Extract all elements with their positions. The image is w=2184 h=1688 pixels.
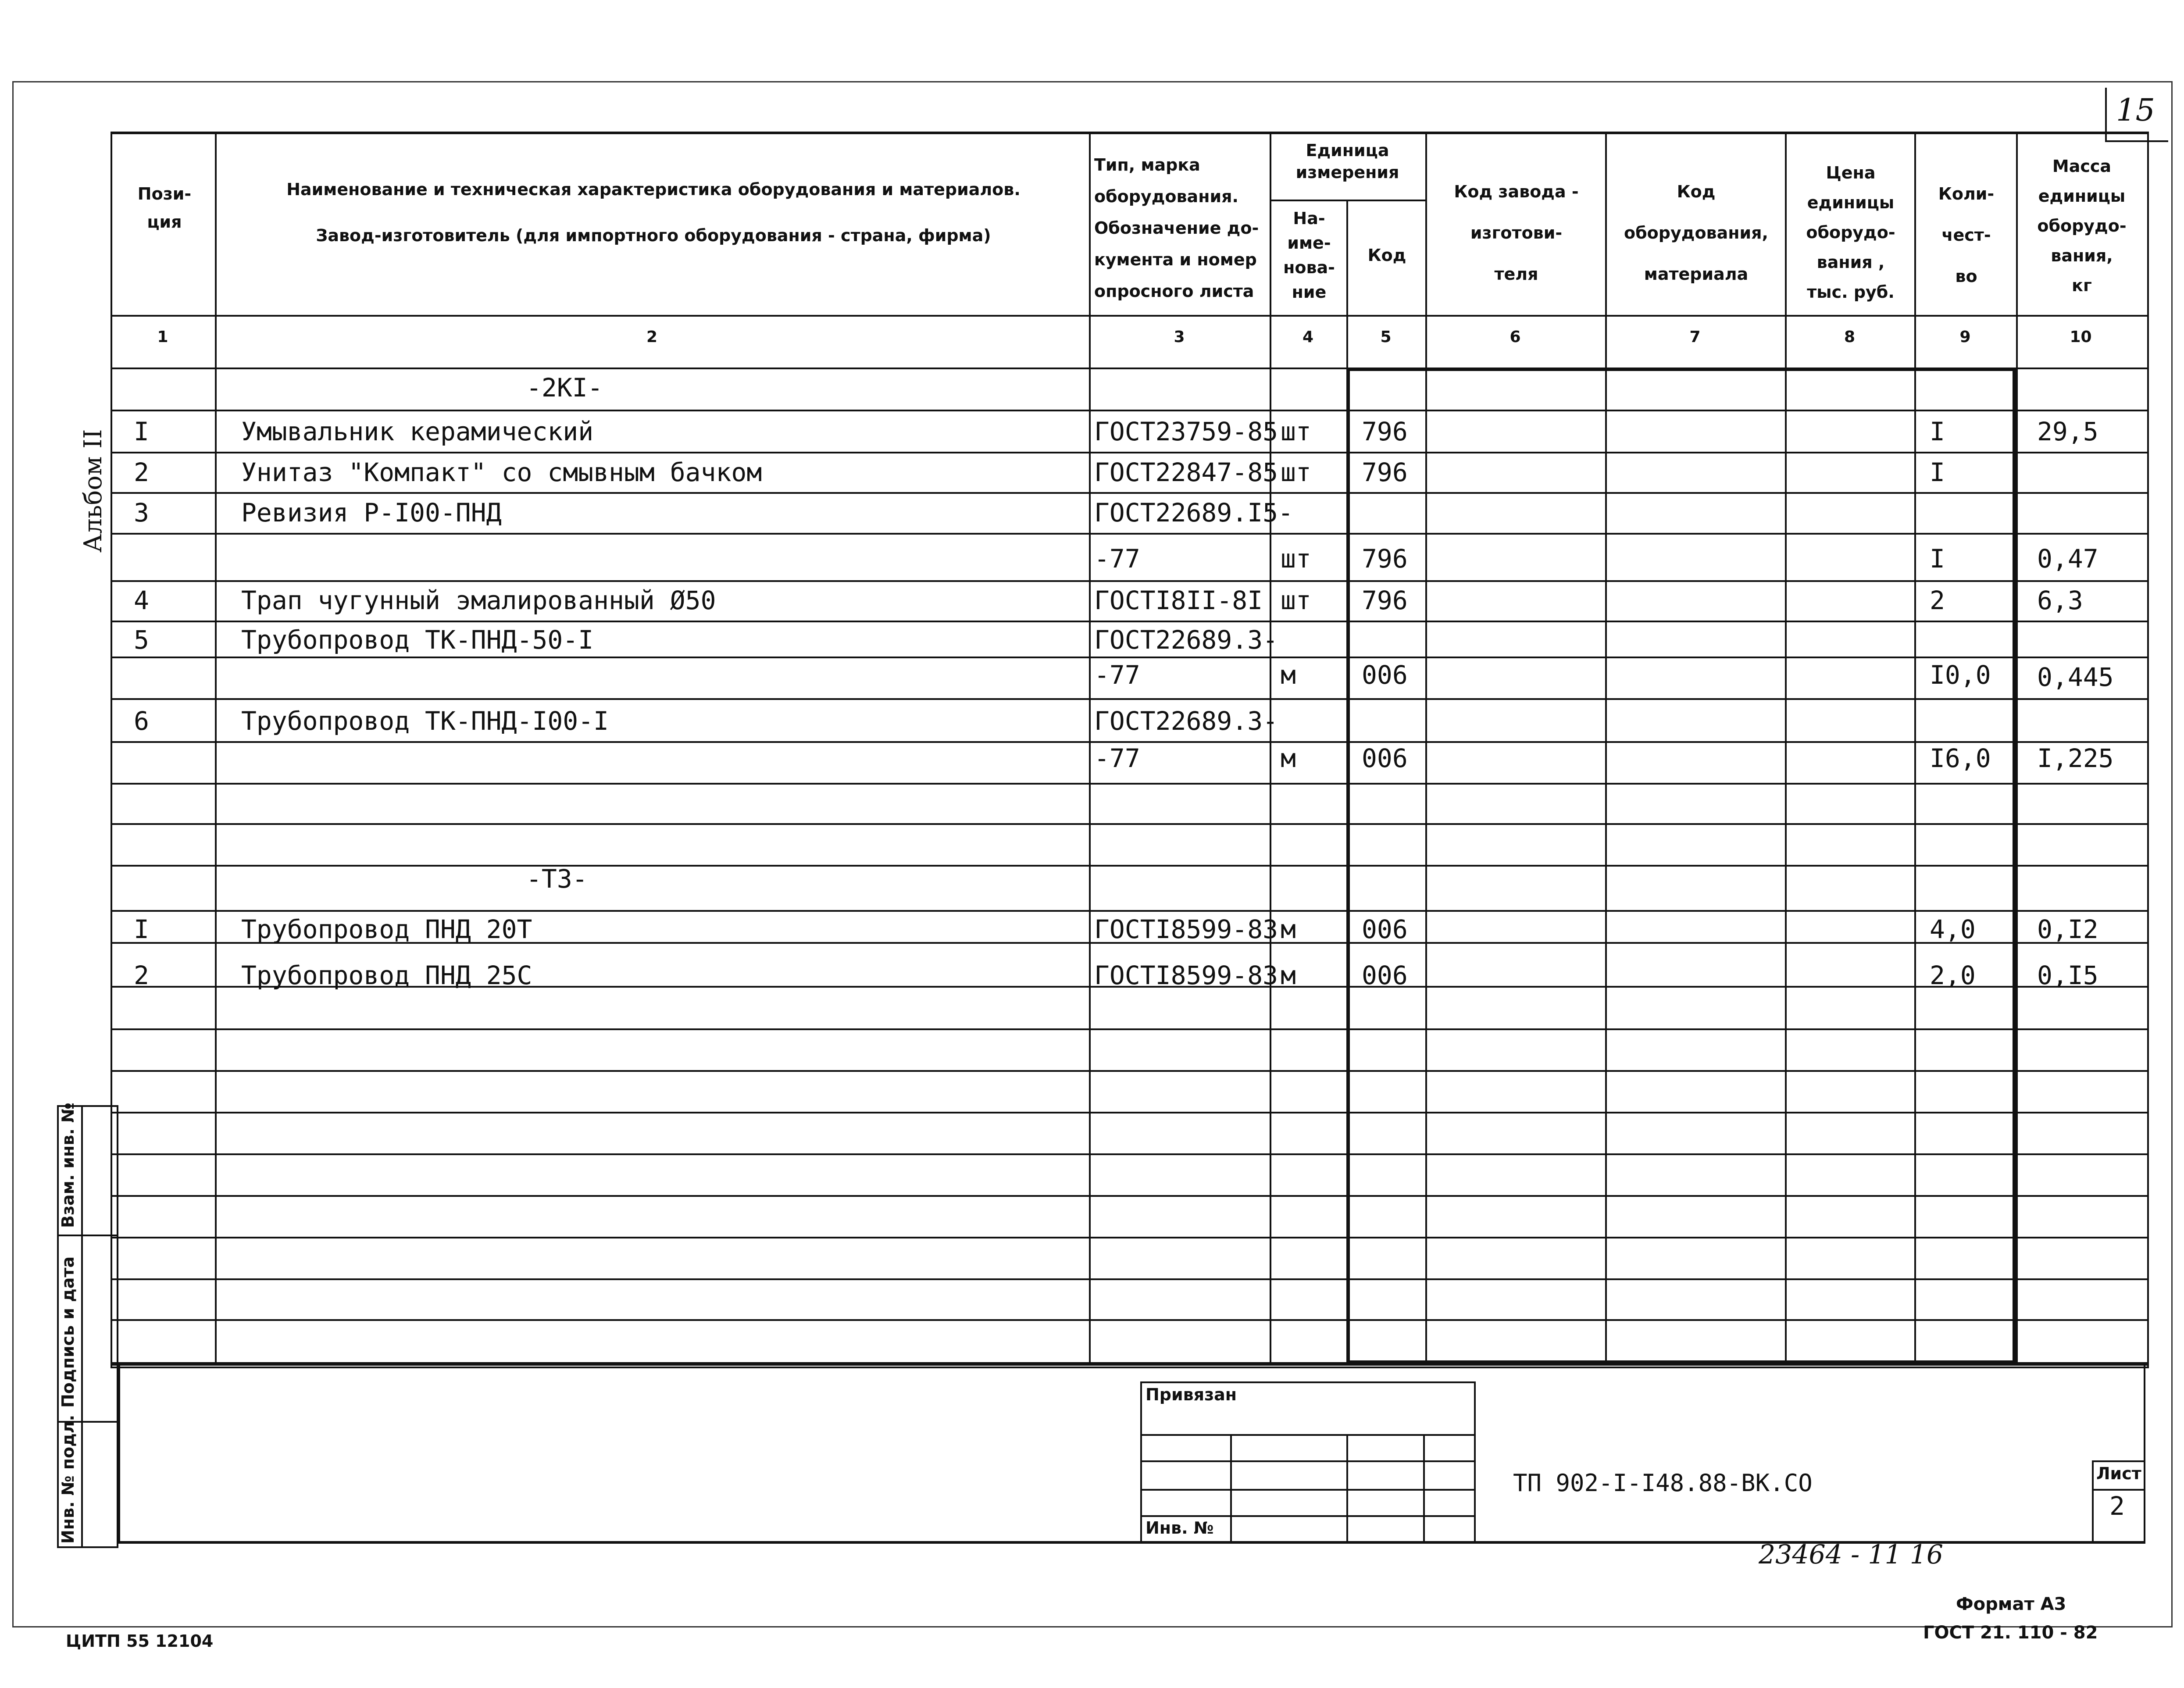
cell-unit: шт <box>1281 544 1311 574</box>
cell-unit: м <box>1281 960 1296 990</box>
cell-unit: м <box>1281 660 1296 690</box>
row-line <box>111 910 2147 912</box>
cell-code: 006 <box>1362 960 1408 990</box>
cell-doc: ГОСТ22847-85 <box>1094 457 1278 487</box>
colnum-6: 6 <box>1510 328 1521 346</box>
row-line <box>111 783 2147 785</box>
row-line <box>111 1112 2147 1113</box>
cell-qty: I <box>1930 544 1945 574</box>
section-title: -2KI- <box>526 373 603 403</box>
cell-code: 796 <box>1362 457 1408 487</box>
row-line <box>111 741 2147 743</box>
cell-name: Унитаз "Компакт" со смывным бачком <box>241 457 762 487</box>
row-line <box>111 621 2147 622</box>
cell-unit: шт <box>1281 417 1311 446</box>
cell-unit: шт <box>1281 457 1311 487</box>
colnum-5: 5 <box>1380 328 1392 346</box>
colnum-1: 1 <box>157 328 168 346</box>
cell-doc: ГОСТ22689.3- <box>1094 625 1278 655</box>
cell-unit: м <box>1281 914 1296 944</box>
row-line <box>111 1319 2147 1321</box>
cell-qty: I <box>1930 417 1945 446</box>
header-type: Тип, марка оборудования. Обозначение до- кумента и номер опросного листа <box>1094 155 1259 301</box>
row-line <box>111 492 2147 494</box>
cell-code: 796 <box>1362 585 1408 615</box>
col-line-9 <box>2016 132 2018 1364</box>
header-bottom-line <box>111 315 2147 317</box>
strip-divider <box>81 1105 83 1548</box>
cell-mass: 0,I5 <box>2037 960 2098 990</box>
stamp-line <box>1230 1434 1232 1544</box>
handwritten-note: 23464 - 11 16 <box>1759 1539 1944 1570</box>
cell-qty: I0,0 <box>1930 660 1991 690</box>
header-name-line1: Наименование и техническая характеристика оборудования и материалов. <box>286 180 1021 199</box>
cell-position: 3 <box>134 498 149 528</box>
row-line <box>111 1028 2147 1030</box>
cell-mass: 6,3 <box>2037 585 2083 615</box>
header-plant-code: Код завода - изготови- теля <box>1454 182 1579 284</box>
cell-qty: I <box>1930 457 1945 487</box>
header-unit-code: Код <box>1367 246 1406 265</box>
cell-name: Трубопровод ПНД 20Т <box>241 914 532 944</box>
cell-code: 006 <box>1362 660 1408 690</box>
cell-position: 2 <box>134 960 149 990</box>
row-line <box>111 533 2147 535</box>
stamp-line <box>1140 1515 1476 1517</box>
list-label: Лист <box>2096 1464 2141 1483</box>
cell-name: Трубопровод ТК-ПНД-50-I <box>241 625 594 655</box>
cell-name: Ревизия Р-I00-ПНД <box>241 498 502 528</box>
cell-doc: -77 <box>1094 544 1140 574</box>
footer-left: ЦИТП 55 12104 <box>66 1631 214 1651</box>
cell-doc: ГОСТ22689.I5- <box>1094 498 1293 528</box>
cell-doc: ГОСТ22689.3- <box>1094 706 1278 736</box>
cell-doc: ГОСТI8599-83 <box>1094 914 1278 944</box>
row-line <box>111 823 2147 825</box>
cell-mass: I,225 <box>2037 743 2114 773</box>
cell-qty: I6,0 <box>1930 743 1991 773</box>
header-mass: Масса единицы оборудо- вания, кг <box>2037 157 2127 295</box>
stamp-line <box>1346 1434 1348 1544</box>
stamp-line <box>1140 1434 1476 1436</box>
privyazan-label: Привязан <box>1146 1385 1237 1404</box>
header-equipment-code: Код оборудования, материала <box>1624 182 1768 284</box>
list-number: 2 <box>2109 1491 2125 1521</box>
cell-name: Трубопровод ПНД 25С <box>241 960 532 990</box>
cell-mass: 0,47 <box>2037 544 2098 574</box>
cell-doc: -77 <box>1094 743 1140 773</box>
header-unit-group: Единица измерения <box>1295 141 1399 182</box>
row-line <box>111 1237 2147 1238</box>
colnum-2: 2 <box>646 328 658 346</box>
cell-code: 006 <box>1362 914 1408 944</box>
stamp-line <box>1140 1489 1476 1491</box>
cell-position: I <box>134 914 149 944</box>
footer-gost: ГОСТ 21. 110 - 82 <box>1923 1623 2098 1643</box>
cell-code: 006 <box>1362 743 1408 773</box>
inv-no-label: Инв. № <box>1146 1518 1214 1538</box>
header-unit-name: На- име- нова- ние <box>1283 209 1335 302</box>
row-line <box>111 1195 2147 1197</box>
col-line-2 <box>1089 132 1091 1364</box>
cell-qty: 4,0 <box>1930 914 1976 944</box>
cell-doc: ГОСТI8II-8I <box>1094 585 1263 615</box>
colnum-10: 10 <box>2070 328 2092 346</box>
cell-position: 5 <box>134 625 149 655</box>
stamp-line <box>1423 1434 1425 1544</box>
cell-name: Трубопровод ТК-ПНД-I00-I <box>241 706 609 736</box>
cell-unit: м <box>1281 743 1296 773</box>
row-line <box>111 1278 2147 1280</box>
strip-divider <box>57 1235 118 1236</box>
cell-unit: шт <box>1281 585 1311 615</box>
sheet-number: 15 <box>2116 92 2155 128</box>
cell-qty: 2,0 <box>1930 960 1976 990</box>
cell-mass: 29,5 <box>2037 417 2098 446</box>
cell-position: 2 <box>134 457 149 487</box>
cell-name: Умывальник керамический <box>241 417 594 446</box>
col-line-3 <box>1270 132 1271 1364</box>
cell-code: 796 <box>1362 544 1408 574</box>
colnum-3: 3 <box>1174 328 1185 346</box>
cell-position: I <box>134 417 149 446</box>
document-code: ТП 902-I-I48.88-ВК.СО <box>1513 1469 1813 1497</box>
section-title: -T3- <box>526 864 588 894</box>
cell-qty: 2 <box>1930 585 1945 615</box>
label-vzam-inv: Взам. инв. № <box>58 1103 78 1228</box>
row-line <box>111 865 2147 867</box>
row-line <box>111 657 2147 658</box>
footer-format: Формат А3 <box>1956 1594 2066 1614</box>
colnum-7: 7 <box>1689 328 1701 346</box>
header-name-line2: Завод-изготовитель (для импортного оборудования - страна, фирма) <box>316 226 991 245</box>
album-label: Альбом II <box>79 429 107 553</box>
header-position: Пози- ция <box>137 184 192 232</box>
cell-name: Трап чугунный эмалированный Ø50 <box>241 585 716 615</box>
colnum-8: 8 <box>1844 328 1856 346</box>
cell-mass: 0,I2 <box>2037 914 2098 944</box>
cell-doc: ГОСТI8599-83 <box>1094 960 1278 990</box>
cell-code: 796 <box>1362 417 1408 446</box>
cell-mass: 0,445 <box>2037 662 2114 692</box>
colnum-9: 9 <box>1959 328 1971 346</box>
title-block <box>118 1362 2145 1544</box>
cell-position: 6 <box>134 706 149 736</box>
cell-doc: ГОСТ23759-85 <box>1094 417 1278 446</box>
cell-position: 4 <box>134 585 149 615</box>
label-podpis-data: Подпись и дата <box>58 1256 78 1408</box>
row-line <box>111 1153 2147 1155</box>
colnum-4: 4 <box>1302 328 1314 346</box>
header-quantity: Коли- чест- во <box>1938 184 1995 286</box>
cell-doc: -77 <box>1094 660 1140 690</box>
stamp-line <box>1140 1460 1476 1462</box>
label-inv-podl: Инв. № подл. <box>58 1414 78 1544</box>
row-line <box>111 698 2147 700</box>
list-box-divider <box>2092 1489 2145 1491</box>
row-line <box>111 580 2147 582</box>
row-line <box>111 410 2147 411</box>
header-price: Цена единицы оборудо- вания , тыс. руб. <box>1806 163 1895 302</box>
row-line <box>111 1070 2147 1072</box>
col-line-1 <box>215 132 217 1364</box>
row-line <box>111 452 2147 453</box>
